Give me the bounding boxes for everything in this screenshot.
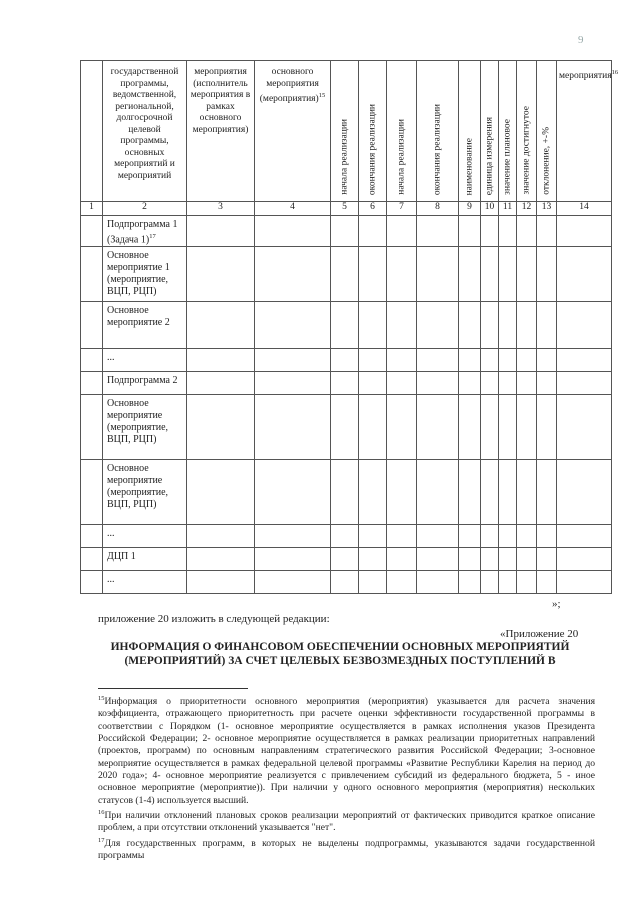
- empty-cell: [417, 349, 459, 372]
- empty-cell: [387, 216, 417, 247]
- empty-cell: [537, 302, 557, 349]
- column-number: 2: [103, 202, 187, 216]
- page-number: 9: [578, 34, 584, 46]
- empty-cell: [517, 216, 537, 247]
- column-number: 9: [459, 202, 481, 216]
- empty-cell: [499, 349, 517, 372]
- column-number: 14: [557, 202, 612, 216]
- empty-cell: [557, 302, 612, 349]
- row-label-cell: [103, 460, 187, 525]
- empty-cell: [255, 460, 331, 525]
- empty-cell: [359, 247, 387, 302]
- header-cell-5: начала реализации: [331, 61, 359, 202]
- empty-cell: [417, 571, 459, 594]
- empty-cell: [331, 349, 359, 372]
- empty-cell: [557, 395, 612, 460]
- column-number: 10: [481, 202, 499, 216]
- table-row: [81, 302, 612, 349]
- header-cell-10: единица измерения: [481, 61, 499, 202]
- empty-cell: [359, 548, 387, 571]
- empty-cell: [417, 525, 459, 548]
- header-cell-7: начала реализации: [387, 61, 417, 202]
- empty-cell: [387, 460, 417, 525]
- footnote-text: Для государственных программ, в которых не выделены подпрограммы, указываются задачи государственной программы: [98, 837, 595, 862]
- row-label-cell: [103, 525, 187, 548]
- empty-cell: [387, 302, 417, 349]
- empty-cell: [359, 460, 387, 525]
- table-row: [81, 571, 612, 594]
- row-label: Основное мероприятие 1 (мероприятие, ВЦП, РЦП): [107, 250, 170, 298]
- empty-cell: [481, 525, 499, 548]
- closing-mark: »;: [552, 598, 561, 610]
- empty-cell: [81, 247, 103, 302]
- empty-cell: [537, 372, 557, 395]
- row-label-cell: [103, 302, 187, 349]
- column-number: 8: [417, 202, 459, 216]
- empty-cell: [331, 247, 359, 302]
- empty-cell: [499, 247, 517, 302]
- empty-cell: [417, 247, 459, 302]
- intro-line: приложение 20 изложить в следующей редакции:: [98, 613, 330, 625]
- header-cell-9: наименование: [459, 61, 481, 202]
- empty-cell: [187, 216, 255, 247]
- empty-cell: [499, 216, 517, 247]
- empty-cell: [187, 302, 255, 349]
- empty-cell: [499, 460, 517, 525]
- empty-cell: [359, 216, 387, 247]
- row-label: Основное мероприятие (мероприятие, ВЦП, РЦП): [107, 398, 169, 446]
- empty-cell: [517, 247, 537, 302]
- empty-cell: [187, 395, 255, 460]
- empty-cell: [359, 372, 387, 395]
- empty-cell: [331, 548, 359, 571]
- footnote-number: 15: [98, 695, 105, 702]
- empty-cell: [359, 302, 387, 349]
- empty-cell: [387, 548, 417, 571]
- empty-cell: [81, 395, 103, 460]
- empty-cell: [81, 372, 103, 395]
- empty-cell: [537, 571, 557, 594]
- header-cell-14: мероприятия$^{16}$: [557, 61, 612, 202]
- column-number: 5: [331, 202, 359, 216]
- empty-cell: [517, 302, 537, 349]
- column-number: 7: [387, 202, 417, 216]
- footnote-text: При наличии отклонений плановых сроков реализации мероприятий от фактических приводится краткое описание проблем, а при отсутствии отклонений указывается "нет".: [98, 810, 595, 834]
- header-cell-3: мероприятия (исполнитель мероприятия в рамках основного мероприятия): [187, 61, 255, 202]
- empty-cell: [387, 372, 417, 395]
- row-label: ...: [107, 574, 115, 586]
- row-label: Основное мероприятие 2: [107, 305, 170, 329]
- empty-cell: [187, 548, 255, 571]
- empty-cell: [81, 302, 103, 349]
- column-number: 12: [517, 202, 537, 216]
- empty-cell: [557, 548, 612, 571]
- empty-cell: [537, 247, 557, 302]
- empty-cell: [499, 525, 517, 548]
- empty-cell: [331, 395, 359, 460]
- empty-cell: [331, 460, 359, 525]
- empty-cell: [331, 571, 359, 594]
- empty-cell: [517, 525, 537, 548]
- footnote-separator: [98, 688, 248, 689]
- empty-cell: [517, 349, 537, 372]
- column-number: 6: [359, 202, 387, 216]
- empty-cell: [187, 525, 255, 548]
- column-number: 1: [81, 202, 103, 216]
- empty-cell: [255, 247, 331, 302]
- column-number: 11: [499, 202, 517, 216]
- empty-cell: [81, 349, 103, 372]
- empty-cell: [557, 372, 612, 395]
- empty-cell: [481, 349, 499, 372]
- empty-cell: [481, 395, 499, 460]
- empty-cell: [359, 525, 387, 548]
- empty-cell: [417, 395, 459, 460]
- row-label: Подпрограмма 1 (Задача 1): [107, 219, 178, 246]
- footnote-16: [98, 807, 595, 835]
- empty-cell: [459, 247, 481, 302]
- empty-cell: [187, 349, 255, 372]
- footnote-number: 16: [98, 808, 105, 816]
- empty-cell: [331, 372, 359, 395]
- empty-cell: [481, 548, 499, 571]
- empty-cell: [517, 548, 537, 571]
- empty-cell: [499, 302, 517, 349]
- empty-cell: [517, 395, 537, 460]
- table-row: [81, 372, 612, 395]
- empty-cell: [331, 302, 359, 349]
- row-label: ДЦП 1: [107, 551, 136, 563]
- empty-cell: [417, 460, 459, 525]
- empty-cell: [359, 349, 387, 372]
- empty-cell: [255, 302, 331, 349]
- empty-cell: [417, 372, 459, 395]
- empty-cell: [81, 571, 103, 594]
- empty-cell: [557, 349, 612, 372]
- header-cell-11: значение плановое: [499, 61, 517, 202]
- empty-cell: [331, 216, 359, 247]
- empty-cell: [537, 548, 557, 571]
- empty-cell: [187, 460, 255, 525]
- empty-cell: [187, 372, 255, 395]
- empty-cell: [359, 571, 387, 594]
- row-label: ...: [107, 352, 115, 364]
- row-label-cell: [103, 349, 187, 372]
- empty-cell: [255, 349, 331, 372]
- section-title: ИНФОРМАЦИЯ О ФИНАНСОВОМ ОБЕСПЕЧЕНИИ ОСНОВНЫХ МЕРОПРИЯТИЙ (МЕРОПРИЯТИЙ) ЗА СЧЕТ ЦЕЛЕВЫХ БЕЗВОЗМЕЗДНЫХ ПОСТУПЛЕНИЙ В: [110, 641, 570, 667]
- empty-cell: [459, 349, 481, 372]
- empty-cell: [557, 460, 612, 525]
- empty-cell: [459, 395, 481, 460]
- empty-cell: [417, 302, 459, 349]
- footnote-ref: 17: [149, 233, 156, 240]
- report-table: [80, 60, 619, 594]
- empty-cell: [481, 571, 499, 594]
- empty-cell: [459, 460, 481, 525]
- footnotes: [98, 693, 595, 862]
- empty-cell: [255, 571, 331, 594]
- header-cell-13: отклонение, +-%: [537, 61, 557, 202]
- empty-cell: [417, 548, 459, 571]
- empty-cell: [255, 372, 331, 395]
- empty-cell: [331, 525, 359, 548]
- empty-cell: [459, 571, 481, 594]
- empty-cell: [481, 460, 499, 525]
- empty-cell: [417, 216, 459, 247]
- empty-cell: [537, 460, 557, 525]
- footnote-number: 17: [98, 836, 105, 844]
- row-label: Основное мероприятие (мероприятие, ВЦП, РЦП): [107, 463, 169, 511]
- empty-cell: [255, 395, 331, 460]
- empty-cell: [517, 372, 537, 395]
- empty-cell: [359, 395, 387, 460]
- empty-cell: [481, 302, 499, 349]
- column-number: 3: [187, 202, 255, 216]
- empty-cell: [459, 372, 481, 395]
- row-label: Подпрограмма 2: [107, 375, 178, 387]
- empty-cell: [387, 247, 417, 302]
- empty-cell: [537, 349, 557, 372]
- empty-cell: [81, 548, 103, 571]
- appendix-label: «Приложение 20: [500, 628, 579, 640]
- empty-cell: [557, 571, 612, 594]
- empty-cell: [459, 302, 481, 349]
- column-number-row: [81, 202, 612, 216]
- header-cell-2: государственной программы, ведомственной, региональной, долгосрочной целевой программы, основных мероприятий и мероприятий: [103, 61, 187, 202]
- empty-cell: [537, 525, 557, 548]
- footnote-15: [98, 693, 595, 807]
- row-label-cell: [103, 395, 187, 460]
- empty-cell: [499, 395, 517, 460]
- empty-cell: [255, 548, 331, 571]
- header-cell-8: окончания реализации: [417, 61, 459, 202]
- table-header-row: [81, 61, 612, 202]
- empty-cell: [481, 372, 499, 395]
- empty-cell: [537, 395, 557, 460]
- header-cell-12: значение достигнутое: [517, 61, 537, 202]
- empty-cell: [387, 525, 417, 548]
- row-label-cell: [103, 216, 187, 247]
- table-row: [81, 216, 612, 247]
- empty-cell: [537, 216, 557, 247]
- empty-cell: [499, 548, 517, 571]
- empty-cell: [387, 571, 417, 594]
- empty-cell: [517, 571, 537, 594]
- empty-cell: [557, 525, 612, 548]
- empty-cell: [557, 247, 612, 302]
- table-row: [81, 349, 612, 372]
- empty-cell: [459, 525, 481, 548]
- empty-cell: [81, 525, 103, 548]
- row-label-cell: [103, 571, 187, 594]
- empty-cell: [387, 395, 417, 460]
- header-cell-4: основного мероприятия (мероприятия)$^{15}$: [255, 61, 331, 202]
- column-number: 13: [537, 202, 557, 216]
- empty-cell: [517, 460, 537, 525]
- empty-cell: [481, 247, 499, 302]
- empty-cell: [187, 571, 255, 594]
- row-label-cell: [103, 372, 187, 395]
- empty-cell: [81, 460, 103, 525]
- empty-cell: [459, 216, 481, 247]
- table-row: [81, 395, 612, 460]
- empty-cell: [255, 216, 331, 247]
- empty-cell: [187, 247, 255, 302]
- empty-cell: [499, 571, 517, 594]
- table-row: [81, 525, 612, 548]
- empty-cell: [459, 548, 481, 571]
- row-label-cell: [103, 247, 187, 302]
- empty-cell: [255, 525, 331, 548]
- empty-cell: [557, 216, 612, 247]
- footnote-text: Информация о приоритетности основного мероприятия (мероприятия) указывается для расчета значения коэффициента, отражающего приоритетность при расчете оценки эффективности государственной программы в соответствии с Порядком (1- основное мероприятие осуществляется в рамках исполнения указов Президента Российской Федерации; 2- основное мероприятие осуществляется в рамках реализации приоритетных направлений (проектов, программ) по основным направлениям стратегического развития Российской Федерации; 3-основное мероприятие осуществляется в рамках федеральной целевой программы «Развитие Республики Карелия на период до 2020 года»; 4- основное мероприятие реализуется с привлечением субсидий из федерального бюджета, 5 - иное основное мероприятие (мероприятие)). При наличии у одного основного мероприятия (мероприятия) нескольких статусов (1-4) используется высший.: [98, 696, 595, 806]
- empty-cell: [499, 372, 517, 395]
- header-cell-6: окончания реализации: [359, 61, 387, 202]
- empty-cell: [481, 216, 499, 247]
- table-row: [81, 460, 612, 525]
- table-row: [81, 548, 612, 571]
- empty-cell: [387, 349, 417, 372]
- header-cell-1: [81, 61, 103, 202]
- column-number: 4: [255, 202, 331, 216]
- empty-cell: [81, 216, 103, 247]
- row-label-cell: [103, 548, 187, 571]
- table-row: [81, 247, 612, 302]
- footnote-17: [98, 835, 595, 863]
- row-label: ...: [107, 528, 115, 540]
